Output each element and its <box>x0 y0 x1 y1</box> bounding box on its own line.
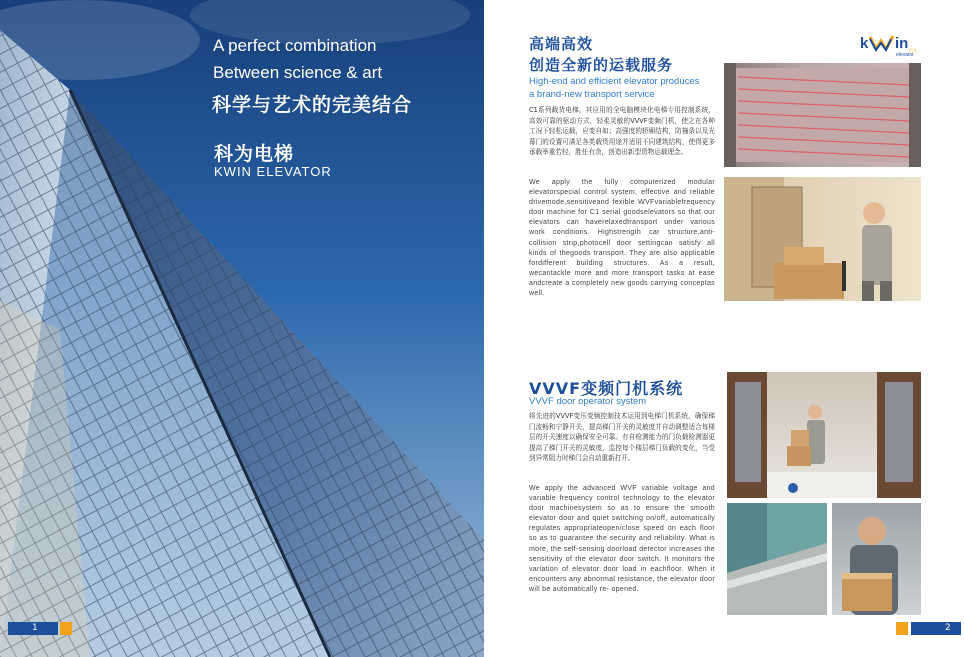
door-sill-illustration <box>727 503 827 615</box>
worker-cart-illustration <box>724 177 921 301</box>
section2-en-text: We apply the advanced WVF variable voltage and variable frequency control technology to the elevator door machinesystem so as to ensure the smooth elevator door and quiet switching on/off, automatically regulates appropriateopen/close speed on each floor so as to guarantee the security and reliability. What is more, the self-sensing doorload detector increases the sensitivity of the elevator door switch. It monitors the variation of elevator door load in eachfloor. When it encounters any abnormal resistance, the elevator door will be automatically re- opened. <box>529 485 715 593</box>
page-number-badge-left <box>8 622 58 635</box>
page-number-2: 2 <box>945 623 951 633</box>
svg-text:科为: 科为 <box>909 48 917 53</box>
hero-line-2: Between science & art <box>213 63 383 82</box>
section2-title: VVVF变频门机系统 <box>529 379 684 398</box>
page-accent-right <box>896 622 908 635</box>
elevator-door-detail-photo <box>727 503 827 615</box>
section1-subtitle-line1: High-end and efficient elevator produces <box>529 76 700 87</box>
section2-cn-text: 将先进的VVVF变压变频控制技术运用到电梯门机系统，确保梯门流畅和宁静开关，提高梯门开关的灵敏度并自动调整适合每楼层的开关速度以确保安全可靠。有自检测能力的门负载检测器更提高了梯门开关的灵敏度，监控每个楼层梯门负载的变化，当受到异常阻力时梯门会自动重新打开。 <box>529 412 715 462</box>
elevator-lobby-photo <box>727 372 921 498</box>
section1-subtitle-line2: a brand-new transport service <box>529 89 655 100</box>
hero-tagline-en <box>213 32 382 86</box>
lobby-illustration <box>727 372 921 498</box>
kwin-logo <box>860 33 930 59</box>
content-page <box>484 0 964 657</box>
kwin-logo-icon <box>860 33 930 59</box>
page-accent-left <box>60 622 72 635</box>
elevator-interior-photo <box>724 63 921 167</box>
svg-text:elevator: elevator <box>896 52 914 58</box>
svg-text:in: in <box>895 35 909 52</box>
section1-title-line1: 高端高效 <box>529 35 594 53</box>
page-number-badge-right <box>911 622 961 635</box>
page-number-1: 1 <box>32 623 38 633</box>
courier-illustration <box>832 503 921 615</box>
hero-tagline-cn: 科学与艺术的完美结合 <box>212 94 413 116</box>
hero-line-1: A perfect combination <box>213 36 377 55</box>
brand-name-cn: 科为电梯 <box>214 143 295 165</box>
section2-subtitle: VVVF door operator system <box>529 396 647 407</box>
section1-en-text: We apply the fully computerized modular elevatorspecial control system, effective and reliable drivemode,sensitiveand fexible WVFvariablefrequency door machine for C1 serial goodselevators so that our elevators can haverelaxedtransport under various work conditions. Highstrength car structure,anti-collision strip,photocell door settingcan satisfy all kinds of thegoods transport. They are also applicable fordifferent building structures. As a result, wecantackle more and more transport tasks at ease andcreate a completely new goods carrying conceptas well. <box>529 179 715 298</box>
section1-title-line2: 创造全新的运载服务 <box>529 56 674 74</box>
courier-with-box-photo <box>832 503 921 615</box>
light-curtain-illustration <box>724 63 921 167</box>
brand-name-en: KWIN ELEVATOR <box>214 164 332 179</box>
svg-text:k: k <box>860 35 869 52</box>
worker-with-cart-photo <box>724 177 921 301</box>
section1-cn-text: C1系列载货电梯，其应用的全电脑模块化电梯专用控制系统，高效可靠的驱动方式，轻柔灵敏的VVVF变频门机，使之在各种工况下轻松运载，应变自如；高强度的轿厢结构，防撞条以及光幕门的设置可满足各类载货用途并适用不同建筑结构，使得更多承载举重若轻，胜任有余，创造出新型货物运载理念。 <box>529 106 715 156</box>
